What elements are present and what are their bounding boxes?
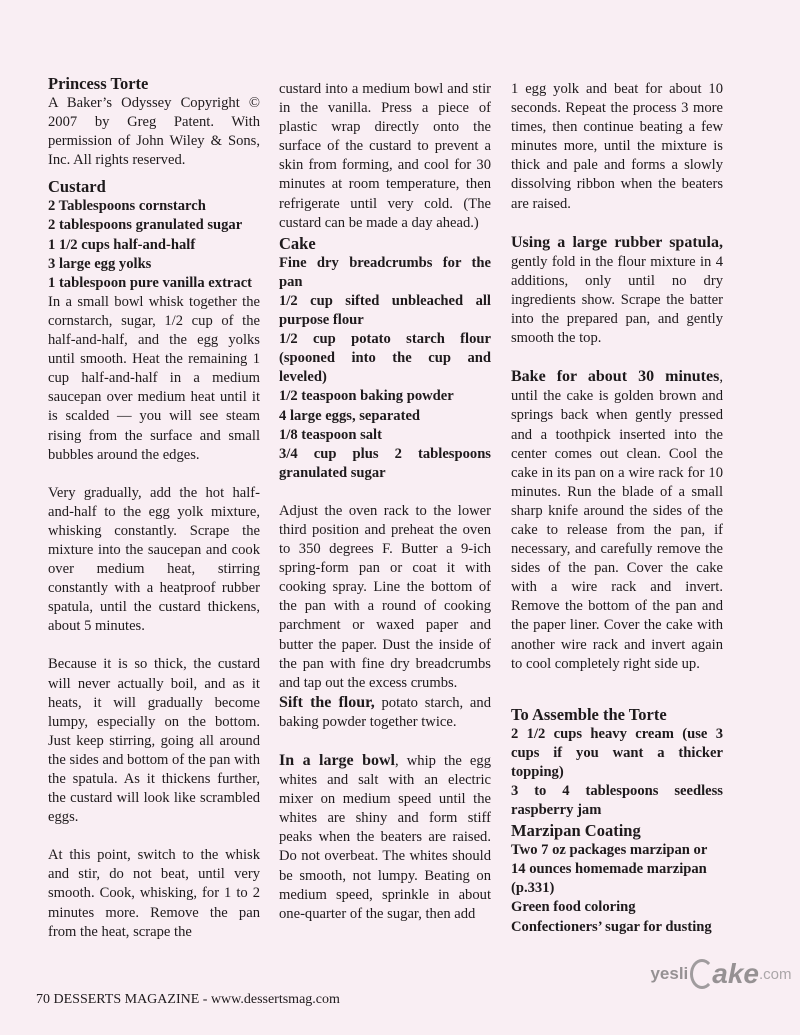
instruction-paragraph: Adjust the oven rack to the lower third position and preheat the oven to 350 degrees F. Butter a 9-ich spring-form pan or coat it with cooking spray. Line the bottom of the pan with a round of cooking parchment or waxed paper and butter the paper. Dust the inside of the pan with fine dry breadcrumbs and tap out the excess crumbs. [279, 502, 491, 691]
instruction-paragraph: custard into a medium bowl and stir in the vanilla. Press a piece of plastic wrap directly onto the surface of the custard to prevent a skin from forming, and cool for 30 minutes at room temperature, then refrigerate until very cold. (The custard can be made a day ahead.) [279, 81, 491, 231]
paragraph-body: gently fold in the flour mixture in 4 additions, only until no dry ingredients show. Scrape the batter into the prepared pan, and gently smooth the top. [511, 253, 723, 347]
logo-part: ake [712, 958, 759, 989]
watermark-logo [648, 951, 794, 997]
ingredient-item: 1 tablespoon pure vanilla extract [48, 274, 253, 291]
instruction-paragraph [279, 693, 491, 732]
ingredient-item: 1/2 cup potato starch flour (spooned into the cup and leveled) [279, 331, 491, 386]
instruction-paragraph: Because it is so thick, the custard will never actually boil, and as it heats, it will gradually become lumpy, especially on the bottom. Just keep stirring, going all around the sides and bottom of the pan with the spatula. As it thickens further, the custard will look like scrambled eggs. [48, 656, 260, 826]
ingredient-item: 1/2 teaspoon baking powder [279, 388, 454, 405]
section-heading-cake: Cake [279, 233, 316, 253]
ingredient-item: Confectioners’ sugar for dusting [511, 918, 712, 935]
ingredient-item: Two 7 oz packages marzipan or 14 ounces homemade marzipan (p.331) [511, 842, 708, 897]
paragraph-body: , until the cake is golden brown and springs back when gently pressed and a toothpick inserted into the center comes out clean. Cool the cake in its pan on a wire rack for 10 minutes. Run the blade of a small sharp knife around the sides of the cake to release from the pan, if necessary, and carefully remove the sides of the pan. Cover the cake with a wire rack and invert. Remove the bottom of the pan and the paper liner. Cover the cake with another wire rack and invert again to cool completely right side up. [511, 369, 723, 672]
section-heading-assemble: To Assemble the Torte [511, 704, 667, 724]
instruction-paragraph: In a small bowl whisk together the cornstarch, sugar, 1/2 cup of the half-and-half, and the egg yolks until smooth. Heat the remaining 1 cup half-and-half in a medium saucepan over medium heat until it is scalded — you will see steam rising from the surface and small bubbles around the edges. [48, 293, 260, 463]
lead-in-text: Bake for about 30 minutes [511, 368, 720, 386]
copyright-credit: A Baker’s Odyssey Copyright © 2007 by Greg Patent. With permission of John Wiley & Sons, Inc. All rights reserved. [48, 95, 260, 169]
instruction-paragraph: Very gradually, add the hot half-and-half to the egg yolk mixture, whisking constantly. Scrape the mixture into the saucepan and cook over medium heat, stirring constantly with a heatproof rubber spatula, until the custard thickens, about 5 minutes. [48, 484, 260, 635]
ingredient-item: 3/4 cup plus 2 tablespoons granulated sugar [279, 445, 491, 481]
ingredient-item: Green food coloring [511, 899, 636, 916]
instruction-paragraph [511, 367, 723, 674]
ingredient-item: 1/2 cup sifted unbleached all purpose flour [279, 292, 491, 329]
column-3 [511, 80, 723, 937]
section-heading-custard: Custard [48, 177, 106, 197]
ingredient-item: 4 large eggs, separated [279, 407, 421, 424]
ingredient-item: 2 1/2 cups heavy cream (use 3 cups if you want a thicker topping) [511, 725, 723, 780]
column-1 [48, 74, 260, 942]
logo-part: .com [759, 965, 792, 983]
lead-in-text: In a large bowl [279, 752, 395, 769]
lead-in-text: Sift the flour, [279, 693, 375, 711]
column-2 [279, 80, 491, 924]
ingredient-item: 1/8 teaspoon salt [279, 426, 382, 443]
lead-in-text: Using a large rubber spatula, [511, 233, 723, 251]
ingredient-item: 3 to 4 tablespoons seedless raspberry jam [511, 783, 723, 819]
ingredient-item: 3 large egg yolks [48, 255, 152, 272]
instruction-paragraph [279, 751, 491, 924]
recipe-title: Princess Torte [48, 74, 149, 93]
instruction-paragraph: 1 egg yolk and beat for about 10 seconds. Repeat the process 3 more times, then continue beating a few minutes more, until the mixture is thick and pale and forms a slowly dissolving ribbon when the beaters are raised. [511, 81, 723, 212]
paragraph-body: potato starch, and baking powder together twice. [279, 694, 491, 730]
ingredient-item: 2 tablespoons granulated sugar [48, 217, 243, 234]
ingredient-item: Fine dry breadcrumbs for the pan [279, 254, 491, 290]
ingredient-item: 2 Tablespoons cornstarch [48, 198, 206, 215]
page-footer: 70 DESSERTS MAGAZINE - www.dessertsmag.com [36, 992, 340, 1007]
paragraph-body: , whip the egg whites and salt with an electric mixer on medium speed until the whites are shiny and form stiff peaks when the beaters are raised. Do not overbeat. The whites should be smooth, not lumpy. Beating on medium speed, sprinkle in about one-quarter of the sugar, then add [279, 753, 492, 922]
logo-part: yesli [650, 964, 689, 983]
subsection-heading-marzipan: Marzipan Coating [511, 821, 641, 841]
cake-c-icon [690, 959, 714, 989]
instruction-paragraph [511, 233, 723, 349]
instruction-paragraph: At this point, switch to the whisk and stir, do not beat, until very smooth. Cook, whisking, for 1 to 2 minutes more. Remove the pan from the heat, scrape the [48, 847, 260, 940]
ingredient-item: 1 1/2 cups half-and-half [48, 236, 196, 253]
